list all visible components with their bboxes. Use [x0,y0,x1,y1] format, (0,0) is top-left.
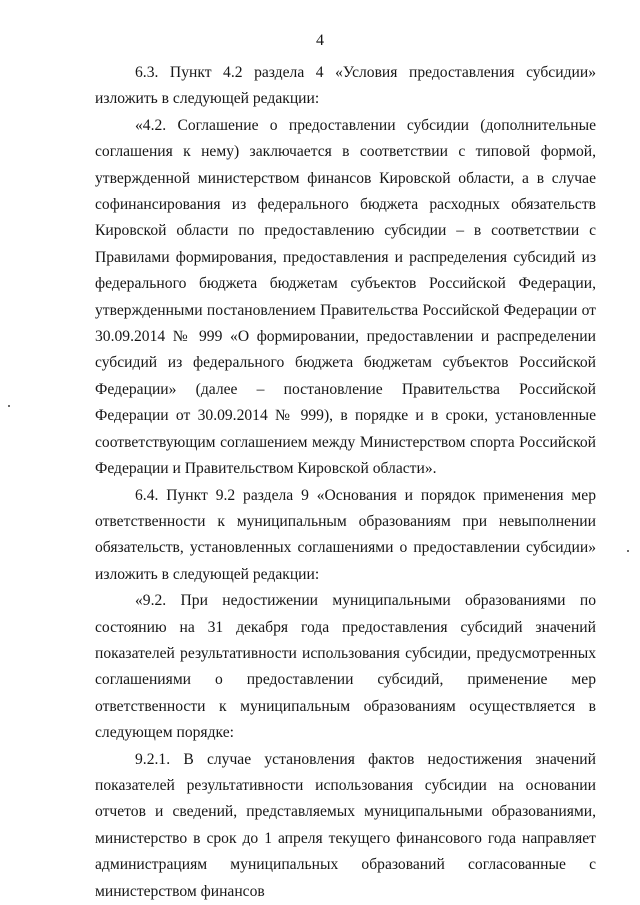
paragraph-6-4: 6.4. Пункт 9.2 раздела 9 «Основания и порядок применения мер ответственности к муниципальным образованиям при невыполнении обязательств, установленных соглашениями о предоставлении субсидии» изложить в следующей редакции: [95,486,596,583]
page-number: 4 [316,32,324,49]
scan-artifact-left [8,405,10,407]
document-body [95,60,596,905]
paragraph-9-2-quote: «9.2. При недостижении муниципальными образованиями по состоянию на 31 декабря года предоставления субсидий значений показателей результативности использования субсидии, предусмотренных соглашениями о предоставлении субсидий, применение мер ответственности к муниципальным образованиям осуществляется в следующем порядке: [95,592,596,742]
scan-artifact-right [627,550,629,552]
paragraph-9-2-1: 9.2.1. В случае установления фактов недостижения значений показателей результативности использования субсидии на основании отчетов и сведений, представляемых муниципальными образованиями, министерство в срок до 1 апреля текущего финансового года направляет администрациям муниципальных образований согласованные с министерством финансов [95,750,596,900]
paragraph-6-3: 6.3. Пункт 4.2 раздела 4 «Условия предоставления субсидии» изложить в следующей редакции: [95,64,596,108]
paragraph-4-2-quote: «4.2. Соглашение о предоставлении субсидии (дополнительные соглашения к нему) заключается в соответствии с типовой формой, утвержденной министерством финансов Кировской области, а в случае софинансирования из федерального бюджета расходных обязательств Кировской области по предоставлению субсидии – в соответствии с Правилами формирования, предоставления и распределения субсидий из федерального бюджета бюджетам субъектов Российской Федерации, утвержденными постановлением Правительства Российской Федерации от 30.09.2014 № 999 «О формировании, предоставлении и распределении субсидий из федерального бюджета бюджетам субъектов Российской Федерации» (далее – постановление Правительства Российской Федерации от 30.09.2014 № 999), в порядке и в сроки, установленные соответствующим соглашением между Министерством спорта Российской Федерации и Правительством Кировской области». [95,116,596,478]
